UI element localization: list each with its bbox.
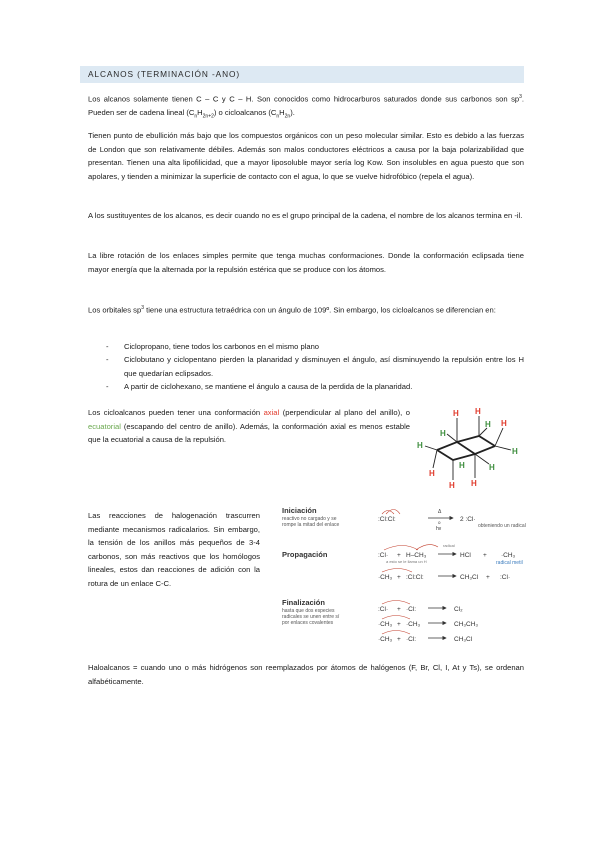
- fin1-r2: ·Cl:: [406, 606, 417, 613]
- fin-desc-2: radicales se unen entre sí: [282, 614, 340, 620]
- chair-bonds: [425, 416, 511, 480]
- para1-sub-2n2: 2n+2: [202, 113, 214, 120]
- init-reactant: :Cl:Cl:: [378, 516, 396, 523]
- para1-mid2: ) o cicloalcanos (C: [213, 108, 277, 118]
- list-item-text: Ciclopropano, tiene todos los carbonos en el mismo plano: [124, 342, 320, 351]
- fin-title: Finalización: [282, 598, 325, 607]
- fin3-plus: +: [397, 636, 401, 643]
- paragraph-orbitals: [88, 302, 524, 317]
- axial-term: axial: [263, 408, 280, 417]
- chair-ring: [437, 436, 495, 460]
- prop2-fishhook: [382, 569, 412, 573]
- h-axial-6: H: [471, 479, 477, 488]
- list-item: [88, 340, 524, 353]
- prop-plus-1: +: [397, 552, 401, 559]
- para1-h2: H: [279, 108, 285, 118]
- h-axial-5: H: [449, 481, 455, 488]
- h-equatorial-6: H: [459, 461, 465, 470]
- fin-desc-3: por enlaces covalentes: [282, 620, 334, 626]
- init-delta: Δ: [438, 509, 442, 515]
- h-equatorial-5: H: [489, 463, 495, 472]
- list-item: [88, 380, 524, 393]
- paragraph-conformations: [88, 406, 410, 447]
- h-axial-1: H: [453, 409, 459, 418]
- cyclohexane-chair-diagram: [415, 406, 520, 488]
- prop-fishhook-1: [384, 546, 418, 551]
- para1-h: H: [197, 108, 203, 118]
- paragraph-halogenation: Las reacciones de halogenación trascurren mediante mecanismos radicalarios. Sin embargo, la tensión de los anillos más pequeños de 3-4 carbonos, son más reactivos que los homólogos lineales, estos dan reacciones de adición con la rotura de un enlace C-C.: [88, 511, 260, 588]
- prop-note-top: radical: [443, 543, 455, 548]
- paragraph-haloalkanes: Haloalcanos = cuando uno o más hidrógenos son reemplazados por átomos de halógenos (F, Br, Cl, I, At y Ts), se ordenan alfabéticamente.: [88, 663, 524, 686]
- para1-tail: ).: [290, 108, 295, 118]
- fin1-r1: :Cl·: [378, 606, 389, 613]
- prop2-r1: ·CH₃: [378, 574, 393, 581]
- para5-sup: 3: [141, 305, 144, 311]
- prop-p2-label: radical metil: [496, 560, 523, 566]
- h-equatorial-4: H: [512, 447, 518, 456]
- fin-desc-1: hasta que dos especies: [282, 608, 335, 614]
- prop-title: Propagación: [282, 550, 328, 559]
- section-heading: ALCANOS (TERMINACIÓN -ANO): [80, 66, 524, 83]
- para1-mid: . Pueden ser de cadena lineal (C: [88, 94, 524, 118]
- init-desc-1: reactivo no cargado y se: [282, 516, 337, 522]
- ecuatorial-term: ecuatorial: [88, 421, 121, 431]
- prop2-plus-2: +: [486, 574, 490, 581]
- fin2-fishhook: [382, 616, 410, 620]
- h-equatorial-1: H: [417, 441, 423, 450]
- list-item-text: A partir de ciclohexano, se mantiene el ángulo a causa de la perdida de la planaridad.: [124, 382, 413, 392]
- fin3-fishhook: [382, 631, 410, 635]
- fin2-r1: ·CH₃: [378, 621, 393, 628]
- list-dash: -: [106, 342, 109, 351]
- prop-plus-2: +: [483, 552, 487, 559]
- init-hv: hν: [436, 526, 442, 532]
- init-product: 2 :Cl·: [460, 516, 476, 523]
- cycloalkane-list: [88, 340, 524, 394]
- prop-p1: HCl: [460, 552, 471, 559]
- list-dash: -: [106, 355, 109, 365]
- h-axial-4: H: [429, 469, 435, 478]
- h-axial-2: H: [475, 407, 481, 416]
- para1-lead: Los alcanos solamente tienen C – C y C – H. Son conocidos como hidrocarburos saturados donde sus carbonos son sp: [88, 94, 520, 104]
- prop-fishhook-2: [416, 545, 438, 550]
- prop-r1: :Cl·: [378, 552, 389, 559]
- h-equatorial-3: H: [485, 420, 491, 429]
- paragraph-definition: [88, 91, 524, 124]
- prop2-plus-1: +: [397, 574, 401, 581]
- list-dash: -: [106, 382, 109, 392]
- radical-mechanism-diagram: [278, 505, 528, 645]
- prop-p2: ·CH₃: [501, 552, 516, 559]
- para5-lead: Los orbitales sp: [88, 305, 142, 315]
- init-note: obteniendo un radical: [478, 523, 526, 529]
- fin3-r2: ·Cl:: [406, 636, 417, 643]
- h-equatorial-2: H: [440, 429, 446, 438]
- paragraph-properties: Tienen punto de ebullición más bajo que los compuestos orgánicos con un peso molecular similar. Esto es debido a las fuerzas de London que son relativamente débiles. Además son malos conductores eléctricos a causa por la baja polarizabilidad que presentan. Tienen una alta lipofilicidad, que a mayor liposoluble mayor sería log Kow. Son insolubles en agua puesto que son apolares, y tienden a minimizar la superficie de contacto con el agua, lo que se vuelve hidrofóbico (repela el agua).: [88, 131, 524, 181]
- fin3-product: CH₃Cl: [454, 636, 473, 643]
- para6-lead: Los cicloalcanos pueden tener una conformación: [88, 408, 264, 417]
- fin2-plus: +: [397, 621, 401, 628]
- fin3-r1: ·CH₃: [378, 636, 393, 643]
- paragraph-rotation: La libre rotación de los enlaces simples permite que tenga muchas conformaciones. Donde la conformación eclipsada tiene mayor energía que la alternada por la repulsión estérica que se produce con los átomos.: [88, 251, 524, 274]
- electron-arrows: [382, 510, 438, 635]
- para6-tail: (escapando del centro de anillo). Además, la conformación axial es menos estable que la ecuatorial a causa de la repulsión.: [88, 421, 410, 445]
- init-title: Iniciación: [282, 506, 317, 515]
- init-o: o: [438, 520, 441, 525]
- para1-sub-n: n: [194, 113, 198, 120]
- para1-sub-2n: 2n: [284, 113, 291, 120]
- list-item-text: Ciclobutano y ciclopentano pierden la planaridad y disminuyen el ángulo, así disminuyendo la repulsión entre los H que quedarían eclipsados.: [124, 355, 524, 378]
- para5-tail: tiene una estructura tetraédrica con un ángulo de 109º. Sin embargo, los cicloalcanos se diferencian en:: [143, 305, 496, 315]
- prop2-p2: :Cl·: [500, 574, 511, 581]
- fin1-plus: +: [397, 606, 401, 613]
- init-desc-2: rompe la mitad del enlace: [282, 522, 340, 528]
- prop-r2: H–CH₃: [406, 552, 427, 559]
- prop2-r2: :Cl:Cl:: [406, 574, 424, 581]
- fin1-product: Cl₂: [454, 606, 463, 613]
- fin1-fishhook: [382, 601, 410, 605]
- para1-sub-n2: n: [276, 113, 280, 120]
- list-item: [88, 353, 524, 380]
- para6-mid: (perpendicular al plano del anillo), o: [279, 408, 410, 417]
- fin2-product: CH₃CH₃: [454, 621, 479, 628]
- para1-sup: 3: [519, 94, 522, 100]
- prop-note-bottom: a esto se le llama un H: [386, 559, 427, 564]
- prop2-p1: CH₃Cl: [460, 574, 479, 581]
- fin2-r2: ·CH₃: [406, 621, 421, 628]
- h-axial-3: H: [501, 419, 507, 428]
- paragraph-substituents: A los sustituyentes de los alcanos, es decir cuando no es el grupo principal de la cadena, el nombre de los alcanos termina en -il.: [88, 211, 523, 220]
